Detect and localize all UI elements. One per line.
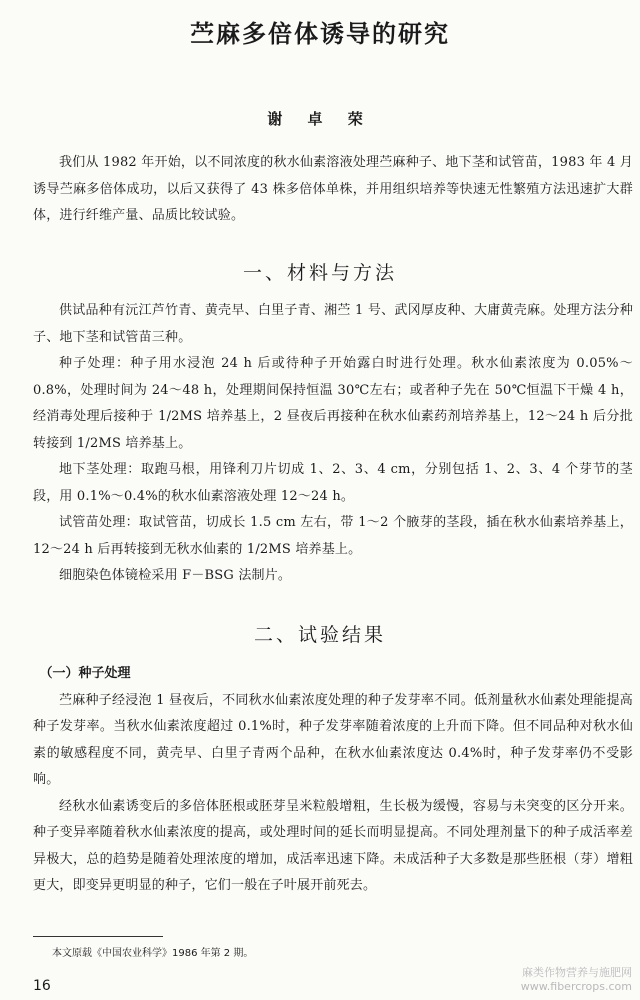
site-watermark [521,966,632,994]
section-results [33,661,633,900]
subsection-heading: （一）种子处理 [39,666,131,681]
section-heading-methods: 一、材料与方法 [242,262,397,284]
paragraph: 供试品种有沅江芦竹青、黄壳早、白里子青、湘苎 1 号、武冈厚皮种、大庸黄壳麻。处理方法分种子、地下茎和试管苗三种。 [33,303,633,345]
paragraph: 地下茎处理：取跑马根，用锋利刀片切成 1、2、3、4 cm，分别包括 1、2、3、4 个芽节的茎段，用 0.1%～0.4%的秋水仙素溶液处理 12～24 h。 [33,462,633,504]
paragraph: 种子处理：种子用水浸泡 24 h 后或待种子开始露白时进行处理。秋水仙素浓度为 0.05%～0.8%，处理时间为 24～48 h，处理期间保持恒温 30℃左右；或者种子先在 50℃恒温下干燥 4 h，经消毒处理后接种于 1/2MS 培养基上，2 昼夜后再接种在秋水仙素药剂培养基上，12～24 h 后分批转接到 1/2MS 培养基上。 [33,356,633,451]
footnote: 本文原载《中国农业科学》1986 年第 2 期。 [52,948,254,959]
section-methods [33,298,633,590]
footnote-divider [33,936,163,937]
paragraph: 细胞染色体镜检采用 F－BSG 法制片。 [59,568,292,583]
watermark-line: www.fibercrops.com [520,980,632,993]
page-title: 苎麻多倍体诱导的研究 [190,20,450,48]
author-name: 谢 卓 荣 [267,110,373,128]
paragraph: 苎麻种子经浸泡 1 昼夜后，不同秋水仙素浓度处理的种子发芽率不同。低剂量秋水仙素处理能提高种子发芽率。当秋水仙素浓度超过 0.1%时，种子发芽率随着浓度的上升而下降。但不同品种对秋水仙素的敏感程度不同，黄壳早、白里子青两个品种，在秋水仙素浓度达 0.4%时，种子发芽率仍不受影响。 [33,692,633,787]
intro-block [33,150,633,230]
watermark-line: 麻类作物营养与施肥网 [522,966,632,979]
paragraph: 试管苗处理：取试管苗，切成长 1.5 cm 左右，带 1～2 个腋芽的茎段，插在秋水仙素培养基上，12～24 h 后再转接到无秋水仙素的 1/2MS 培养基上。 [33,515,633,557]
paragraph: 经秋水仙素诱变后的多倍体胚根或胚芽呈米粒般增粗，生长极为缓慢，容易与未突变的区分开来。种子变异率随着秋水仙素浓度的提高，或处理时间的延长而明显提高。不同处理剂量下的种子成活率差异极大，总的趋势是随着处理浓度的增加，成活率迅速下降。未成活种子大多数是那些胚根（芽）增粗更大，即变异更明显的种子，它们一般在子叶展开前死去。 [33,798,633,893]
intro-paragraph: 我们从 1982 年开始，以不同浓度的秋水仙素溶液处理苎麻种子、地下茎和试管苗，1983 年 4 月诱导苎麻多倍体成功，以后又获得了 43 株多倍体单株，并用组织培养等快速无性繁殖方法迅速扩大群体，进行纤维产量、品质比较试验。 [33,155,633,223]
page-number: 16 [33,978,51,994]
section-heading-results: 二、试验结果 [253,624,386,646]
